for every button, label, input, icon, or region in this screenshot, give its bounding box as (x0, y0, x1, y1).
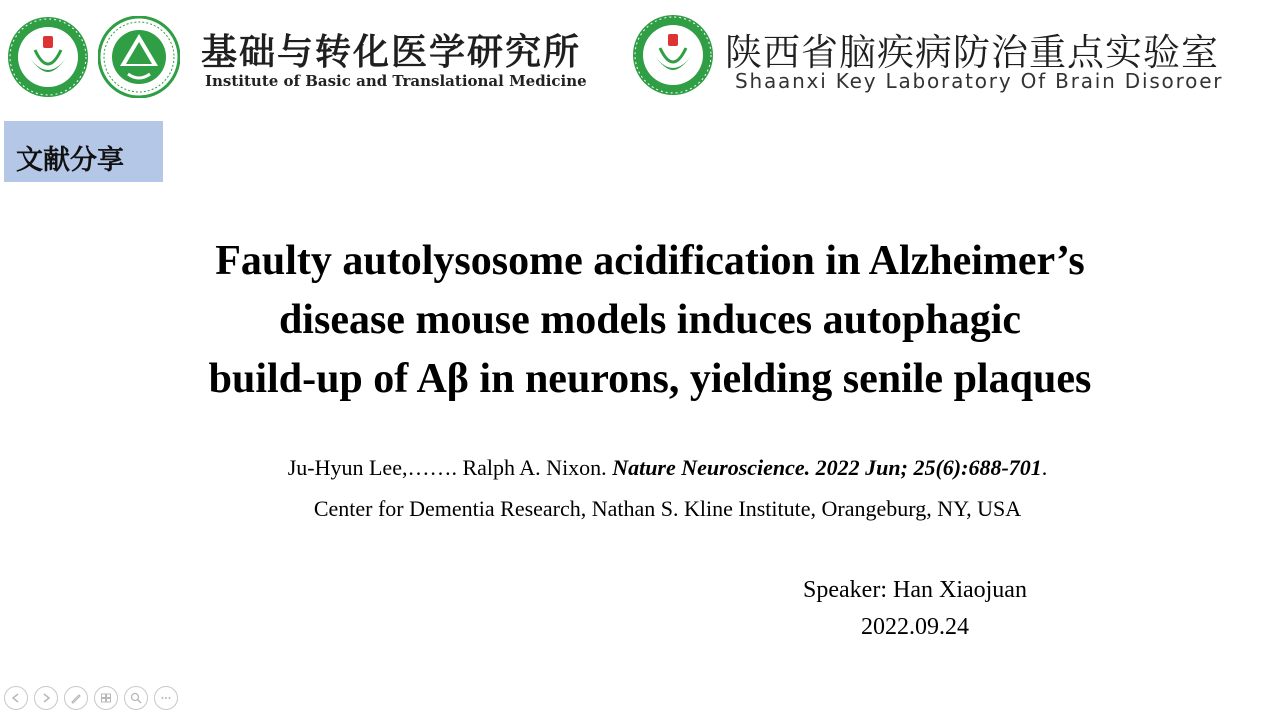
title-line-1: Faulty autolysosome acidification in Alzheimer’s (215, 238, 1085, 284)
citation-journal: Nature Neuroscience. 2022 Jun; 25(6):688-701 (612, 455, 1042, 480)
affiliation: Center for Dementia Research, Nathan S. Kline Institute, Orangeburg, NY, USA (313, 496, 1022, 521)
institute-logo (98, 16, 180, 98)
citation-authors: Ju-Hyun Lee,……. Ralph A. Nixon. (287, 455, 613, 480)
paper-title (120, 232, 1180, 409)
next-icon[interactable] (34, 686, 58, 710)
more-icon[interactable] (154, 686, 178, 710)
citation-end: . (1041, 455, 1048, 480)
zoom-icon[interactable] (124, 686, 148, 710)
previous-icon[interactable] (4, 686, 28, 710)
xjtu-logo-left (7, 16, 89, 98)
section-label-box (4, 121, 163, 182)
xjtu-logo-right (632, 14, 714, 96)
citation-line (200, 455, 1135, 481)
presentation-date: 2022.09.24 (861, 614, 969, 640)
lab-title-en: Shaanxi Key Laboratory Of Brain Disoroer (735, 69, 1224, 93)
pen-icon[interactable] (64, 686, 88, 710)
speaker-name: Speaker: Han Xiaojuan (803, 577, 1027, 603)
speaker-block (760, 572, 1070, 646)
institute-title-cn: 基础与转化医学研究所 (201, 32, 582, 73)
institute-title-en: Institute of Basic and Translational Medicine (205, 72, 587, 90)
title-line-2: disease mouse models induces autophagic (278, 297, 1022, 343)
slides-icon[interactable] (94, 686, 118, 710)
title-line-3: build-up of Aβ in neurons, yielding senile plaques (208, 356, 1092, 402)
lab-title-cn: 陕西省脑疾病防治重点实验室 (725, 31, 1219, 74)
section-label: 文献分享 (16, 145, 124, 176)
slideshow-toolbar (4, 685, 178, 711)
